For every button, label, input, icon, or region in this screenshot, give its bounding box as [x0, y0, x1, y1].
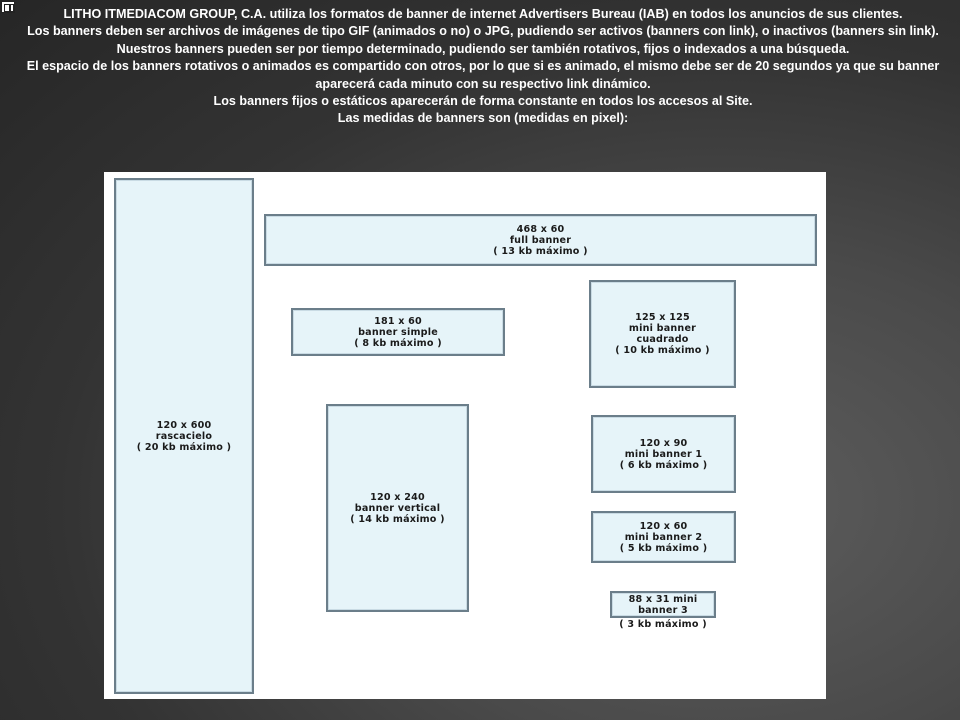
- banner-rascacielo: [114, 178, 254, 694]
- banner-mini-cuadrado: [589, 280, 736, 388]
- banner-vertical-size: 120 x 240: [370, 491, 425, 503]
- paragraph-fixed: Los banners fijos o estáticos aparecerán de forma constante en todos los accesos al Site.: [213, 94, 753, 109]
- banner-rascacielo-name: rascacielo: [155, 430, 213, 442]
- banner-mini-1-size: 120 x 90: [639, 437, 688, 449]
- banner-mini-3: [610, 591, 716, 618]
- banner-mini-cuadrado-size: 125 x 125: [635, 312, 690, 323]
- banner-mini-3-name: banner 3: [638, 604, 688, 616]
- banner-full-weight: ( 13 kb máximo ): [493, 245, 588, 257]
- slide-thumbnail-icon: [1, 1, 15, 13]
- banner-mini-2: [591, 511, 736, 563]
- banner-simple: [291, 308, 505, 356]
- banner-full-name: full banner: [509, 234, 572, 246]
- paragraph-file-types: Los banners deben ser archivos de imágenes de tipo GIF (animados o no) o JPG, pudiendo ser activos (banners con link), o inactivos (banners sin link).: [27, 24, 939, 39]
- banner-mini-1-name: mini banner 1: [624, 448, 703, 460]
- banner-mini-2-name: mini banner 2: [624, 531, 703, 543]
- banner-full: [264, 214, 817, 266]
- paragraph-rotating: El espacio de los banners rotativos o animados es compartido con otros, por lo que si es animado, el mismo debe ser de 20 segundos ya que su banner aparecerá cada minuto con su respectivo link dinámico.: [26, 59, 940, 91]
- banner-mini-2-weight: ( 5 kb máximo ): [619, 542, 708, 554]
- banner-rascacielo-weight: ( 20 kb máximo ): [136, 441, 232, 453]
- banner-simple-weight: ( 8 kb máximo ): [354, 337, 442, 349]
- banner-mini-1-weight: ( 6 kb máximo ): [619, 459, 708, 471]
- banner-mini-3-weight: ( 3 kb máximo ): [619, 619, 707, 630]
- banner-full-size: 468 x 60: [516, 223, 565, 235]
- banner-sizes-diagram: [104, 172, 826, 699]
- paragraph-intro: LITHO ITMEDIACOM GROUP, C.A. utiliza los formatos de banner de internet Advertisers Bureau (IAB) en todos los anuncios de sus clientes.: [63, 7, 903, 21]
- banner-vertical-weight: ( 14 kb máximo ): [350, 513, 445, 525]
- banner-mini-cuadrado-name: mini banner: [628, 323, 697, 334]
- banner-rascacielo-size: 120 x 600: [156, 419, 212, 431]
- banner-mini-cuadrado-weight: ( 10 kb máximo ): [615, 345, 710, 356]
- banner-vertical: [326, 404, 469, 612]
- banner-mini-3-size: 88 x 31 mini: [628, 593, 698, 605]
- banner-mini-cuadrado-name-2: cuadrado: [636, 334, 689, 345]
- slide-text: [18, 6, 948, 128]
- banner-mini-1: [591, 415, 736, 493]
- banner-mini-2-size: 120 x 60: [639, 520, 688, 532]
- paragraph-sizes-heading: Las medidas de banners son (medidas en pixel):: [337, 111, 629, 126]
- banner-simple-size: 181 x 60: [374, 315, 422, 327]
- paragraph-banner-modes: Nuestros banners pueden ser por tiempo determinado, pudiendo ser también rotativos, fijos o indexados a una búsqueda.: [116, 41, 850, 56]
- banner-simple-name: banner simple: [358, 326, 438, 338]
- banner-vertical-name: banner vertical: [354, 502, 441, 514]
